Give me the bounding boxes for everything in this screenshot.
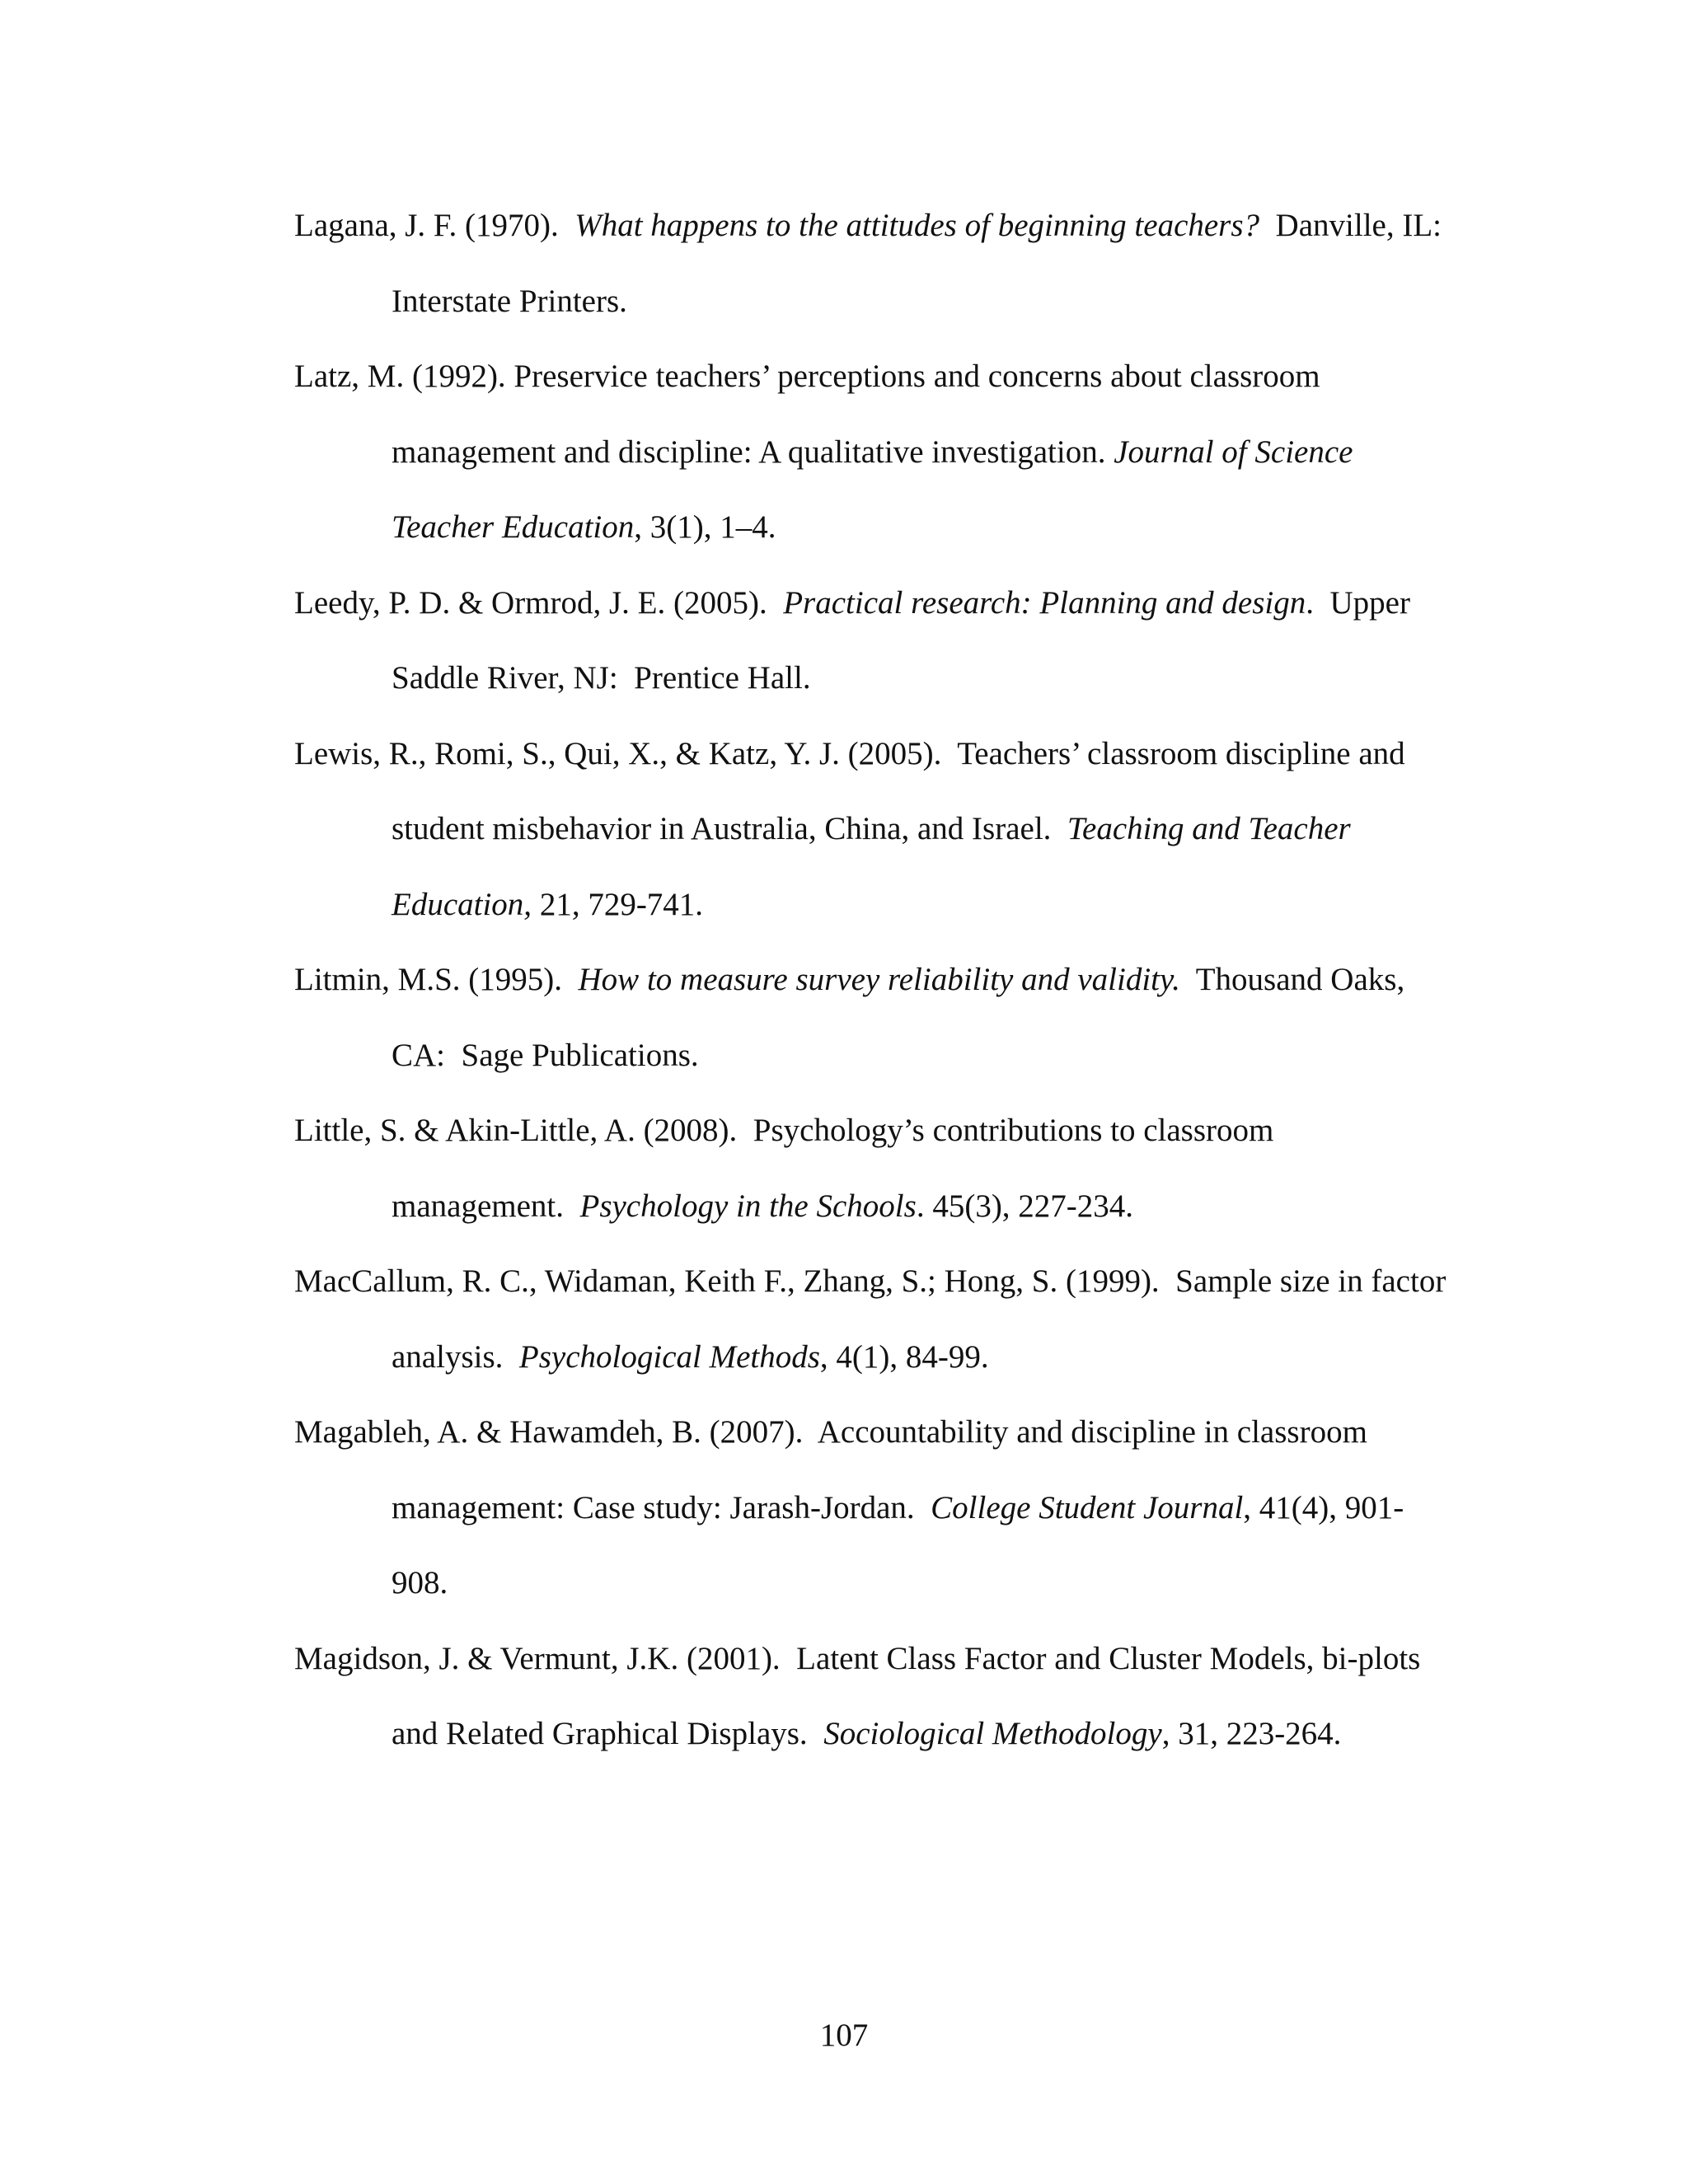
reference-text: Lagana, J. F. (1970).: [294, 208, 575, 243]
reference-text: MacCallum, R. C., Widaman, Keith F., Zhang, S.; Hong, S. (1999). Sample size in factor: [294, 1263, 1447, 1299]
reference-text: Magidson, J. & Vermunt, J.K. (2001). Latent Class Factor and Cluster Models, bi-plots: [294, 1640, 1421, 1676]
reference-entry: [294, 1093, 1481, 1244]
reference-text: Saddle River, NJ: Prentice Hall.: [392, 660, 811, 696]
reference-text: Litmin, M.S. (1995).: [294, 962, 579, 997]
reference-text: 21, 729-741.: [532, 886, 704, 922]
reference-title-italic: What happens to the attitudes of beginning teachers?: [574, 208, 1260, 243]
reference-entry: [294, 942, 1481, 1093]
reference-text: management.: [392, 1188, 580, 1224]
reference-text: analysis.: [392, 1338, 519, 1375]
reference-text: Leedy, P. D. & Ormrod, J. E. (2005).: [294, 584, 784, 621]
reference-entry: [294, 1621, 1481, 1772]
reference-text: Lewis, R., Romi, S., Qui, X., & Katz, Y. J. (2005). Teachers’ classroom discipline and: [294, 735, 1405, 771]
reference-text: . 45(3), 227-234.: [916, 1188, 1134, 1224]
reference-title-italic: Sociological Methodology: [823, 1716, 1162, 1751]
reference-text: . Upper: [1306, 584, 1410, 621]
reference-title-italic: How to measure survey reliability and validity.: [578, 962, 1180, 997]
reference-title-italic: Psychological Methods: [518, 1338, 820, 1375]
reference-text: , 31, 223-264.: [1161, 1716, 1342, 1751]
reference-text: Little, S. & Akin-Little, A. (2008). Psychology’s contributions to classroom: [294, 1113, 1274, 1148]
reference-title-italic: Teaching and Teacher: [1067, 811, 1351, 846]
reference-entry: [294, 1244, 1481, 1394]
reference-text: , 41(4), 901-: [1243, 1489, 1404, 1526]
reference-text: Thousand Oaks,: [1179, 962, 1405, 997]
reference-title-italic: Practical research: Planning and design: [783, 584, 1306, 621]
reference-entry: [294, 716, 1481, 943]
reference-text: management and discipline: A qualitative investigation.: [392, 434, 1114, 470]
reference-title-italic: Journal of Science: [1114, 434, 1353, 470]
reference-text: , 3(1), 1–4.: [634, 509, 776, 545]
reference-text: Interstate Printers.: [392, 283, 627, 319]
reference-text: Magableh, A. & Hawamdeh, B. (2007). Accountability and discipline in classroom: [294, 1414, 1367, 1450]
reference-text: 908.: [392, 1565, 448, 1601]
reference-text: Latz, M. (1992). Preservice teachers’ perceptions and concerns about classroom: [294, 359, 1320, 394]
page-number: 107: [819, 2018, 869, 2053]
reference-title-italic: Teacher Education: [392, 509, 635, 545]
reference-entry: [294, 1394, 1481, 1621]
reference-text: student misbehavior in Australia, China, and Israel.: [392, 811, 1067, 846]
reference-list: [294, 188, 1481, 1772]
reference-text: and Related Graphical Displays.: [392, 1716, 824, 1751]
reference-text: Danville, IL:: [1259, 208, 1442, 243]
reference-title-italic: Education,: [392, 886, 532, 922]
reference-entry: [294, 339, 1481, 565]
reference-title-italic: Psychology in the Schools: [579, 1188, 917, 1224]
reference-title-italic: College Student Journal: [931, 1489, 1244, 1526]
reference-entry: [294, 188, 1481, 339]
reference-entry: [294, 565, 1481, 716]
reference-text: CA: Sage Publications.: [392, 1037, 699, 1073]
reference-text: management: Case study: Jarash-Jordan.: [392, 1489, 931, 1526]
reference-text: , 4(1), 84-99.: [819, 1338, 989, 1375]
